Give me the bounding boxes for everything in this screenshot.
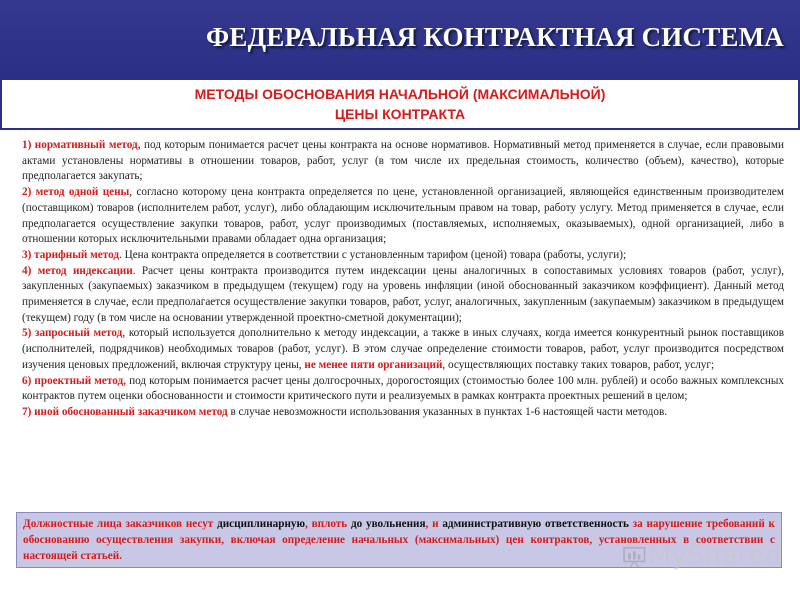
method-term: 4) метод индексации [22,264,133,277]
notice-emphasis: дисциплинарную [217,518,306,530]
method-tail: , осуществляющих поставку таких товаров, работ, услуг; [442,358,715,371]
slide-title: ФЕДЕРАЛЬНАЯ КОНТРАКТНАЯ СИСТЕМА [205,22,785,52]
method-term: 1) нормативный метод, [22,139,141,151]
method-text: под которым понимается расчет цены контракта на основе нормативов. Нормативный метод применяется в случае, если правовыми актами установлены нормативы в отношении товаров, работ, услуг (в том числе их предельная стоимость, количество (объем), качество), которые предполагается закупать; [22,139,784,183]
subtitle-line-1: МЕТОДЫ ОБОСНОВАНИЯ НАЧАЛЬНОЙ (МАКСИМАЛЬНОЙ) [194,86,606,102]
notice-emphasis: до увольнения [350,518,426,530]
title-banner [0,0,800,78]
method-item [22,264,784,327]
method-text: . Расчет цены контракта производится путем индексации цены аналогичных в сопоставимых условиях товаров (работ, услуг), закупленных (закупаемых) заказчиком в предыдущем (текущем) году на уровень инфляции (иной обоснованный заказчиком коэффициент). Данный метод применяется в случае, если предполагается осуществление закупки товаров, работ, услуг, аналогичных, закупленным (закупаемым) заказчиком в предыдущем (текущем) году (в том числе на основании утвержденной проектно-сметной документации); [22,264,785,324]
notice-part: , и [425,518,443,530]
method-item [22,374,784,405]
method-item [22,248,784,264]
method-text: , который используется дополнительно к методу индексации, а также в иных случаях, когда имеется конкурентный рынок поставщиков (исполнителей, подрядчиков) необходимых товаров (работ, услуг). В этом случае определение стоимости товаров, работ, услуг производится посредством изучения ценовых предложений, включая структуру цены, [22,327,785,371]
notice-part: Должностные лица заказчиков несут [23,518,218,530]
method-text: в случае невозможности использования указанных в пунктах 1-6 настоящей части методов. [227,405,668,418]
method-item [22,185,784,248]
method-term: 7) иной обоснованный заказчиком метод [22,405,228,418]
method-term: 2) метод одной цены [22,186,130,199]
method-item [22,405,784,421]
method-text: , согласно которому цена контракта определяется по цене, установленной организацией, являющейся единственным производителем (поставщиком) товаров (исполнителем работ, услуг), либо обладающим исключительным правом на товар, работу услугу. Метод применяется в случае, если предполагается осуществление закупки товаров, работ, услуг производимых (поставляемых, исполняемых, оказываемых), одной организацией, либо в отношении которых исключительными правами обладает одна организация; [22,186,784,246]
subtitle-box [0,78,800,130]
watermark [622,538,782,574]
notice-part: за нарушение требований к обоснованию осуществления закупки, включая определение начальных (максимальных) цен контрактов, установленных в соответствии с настоящей статьей. [23,518,775,562]
method-term: 5) запросный метод [22,327,123,340]
method-emphasis: не менее пяти организаций [304,358,443,371]
subtitle-line-2: ЦЕНЫ КОНТРАКТА [334,106,466,122]
notice-emphasis: административную ответственность [442,518,629,530]
method-item [22,138,784,185]
methods-list [22,138,784,421]
method-term: 3) тарифный метод [22,248,120,261]
method-item [22,326,784,373]
method-text: под которым понимается расчет цены долгосрочных, дорогостоящих (стоимостью более 100 млн. рублей) и особо важных комплексных контрактов путем оценки обоснованности и стоимости критического пути и реализуемых в рамках контракта проектных решений в целом; [22,374,785,403]
presentation-icon [622,538,647,574]
watermark-text: MyShared [648,541,782,571]
notice-part: , вплоть [305,518,351,530]
method-text: . Цена контракта определяется в соответствии с установленным тарифом (ценой) товара (работы, услуги); [119,248,627,261]
method-term: 6) проектный метод, [22,374,126,387]
